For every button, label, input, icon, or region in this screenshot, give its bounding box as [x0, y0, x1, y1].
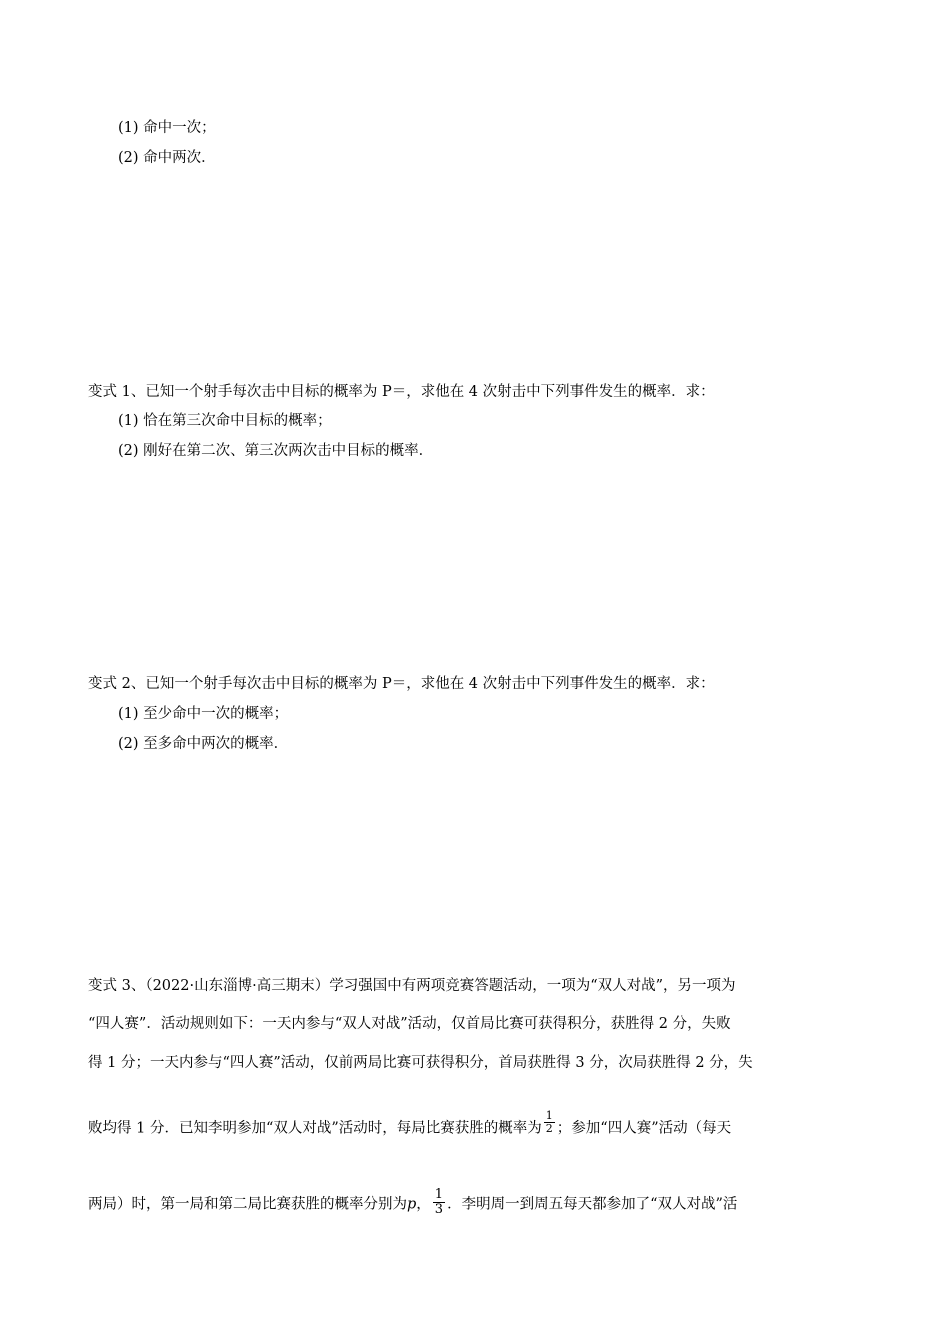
variant3-line-4	[88, 1109, 732, 1141]
variant1-item-2: (2) 刚好在第二次、第三次两次击中目标的概率．	[118, 443, 434, 459]
variant3-line-2: “四人赛”．活动规则如下：一天内参与“双人对战”活动，仅首局比赛可获得积分，获胜得 2 分，失败	[88, 1016, 731, 1032]
variant3-line-5-text-a: 两局）时，第一局和第二局比赛获胜的概率分别为	[88, 1196, 407, 1213]
variant3-line-4-text-a: 败均得 1 分．已知李明参加“双人对战”活动时，每局比赛获胜的概率为	[88, 1120, 542, 1137]
intro-item-1: (1) 命中一次；	[118, 120, 216, 136]
fraction-numerator: 1	[545, 1109, 553, 1122]
variant3-line-5	[88, 1187, 738, 1219]
fraction-one-half	[544, 1110, 555, 1135]
variant2-title: 变式 2、已知一个射手每次击中目标的概率为 P＝，求他在 4 次射击中下列事件发生的概率．求：	[88, 676, 715, 692]
variant1-item-1: (1) 恰在第三次命中目标的概率；	[118, 413, 332, 429]
variant2-item-2: (2) 至多命中两次的概率．	[118, 736, 289, 752]
variant3-line-1: 变式 3、（2022·山东淄博·高三期末）学习强国中有两项竞赛答题活动，一项为“双人对战”，另一项为	[88, 978, 736, 994]
variable-p: p	[407, 1196, 417, 1213]
fraction-numerator: 1	[434, 1187, 444, 1202]
variant2-item-1: (1) 至少命中一次的概率；	[118, 706, 289, 722]
variant3-line-3: 得 1 分；一天内参与“四人赛”活动，仅前两局比赛可获得积分，首局获胜得 3 分，次局获胜得 2 分，失	[88, 1055, 753, 1071]
fraction-one-third	[433, 1188, 445, 1217]
variant3-line-4-text-b: ；参加“四人赛”活动（每天	[556, 1120, 732, 1137]
variant3-line-5-sep: ，	[416, 1196, 431, 1213]
fraction-denominator: 3	[434, 1202, 444, 1217]
intro-item-2: (2) 命中两次．	[118, 150, 216, 166]
fraction-denominator: 2	[545, 1122, 553, 1135]
variant1-title: 变式 1、已知一个射手每次击中目标的概率为 P＝，求他在 4 次射击中下列事件发生的概率．求：	[88, 384, 715, 400]
variant3-line-5-text-b: ．李明周一到周五每天都参加了“双人对战”活	[447, 1196, 738, 1213]
